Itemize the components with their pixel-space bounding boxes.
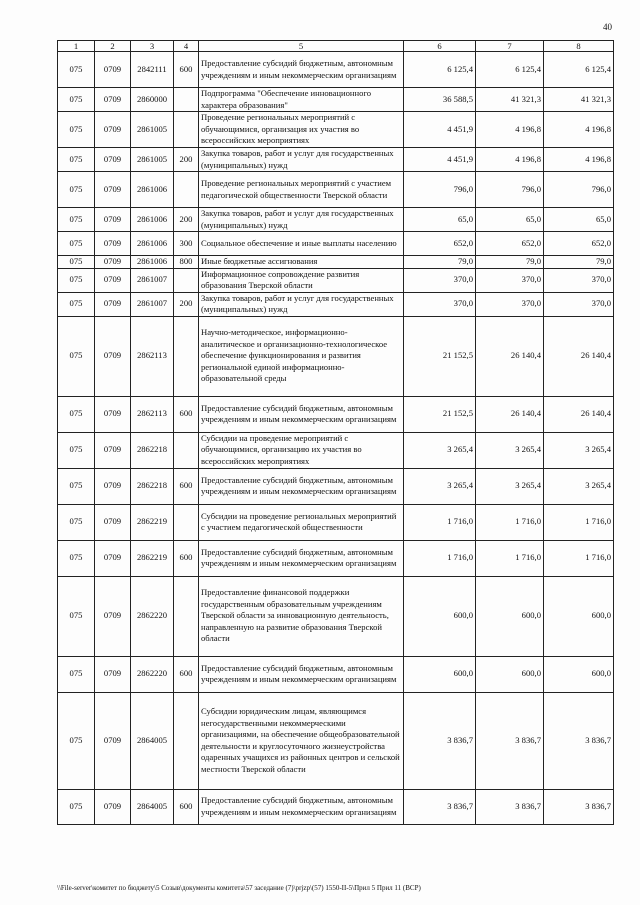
item-name-cell: Проведение региональных мероприятий с обучающимися, организация их участия во всероссийских мероприятиях [199, 112, 404, 148]
amount-col6-cell: 600,0 [404, 576, 476, 656]
target-code-cell: 2861006 [131, 208, 174, 232]
budget-table [57, 40, 614, 825]
item-name-cell: Предоставление субсидий бюджетным, автономным учреждениям и иным некоммерческим организациям [199, 52, 404, 88]
item-name-cell: Закупка товаров, работ и услуг для государственных (муниципальных) нужд [199, 148, 404, 172]
target-code-cell: 2862113 [131, 316, 174, 396]
admin-code-cell: 075 [58, 52, 95, 88]
amount-col6-cell: 4 451,9 [404, 148, 476, 172]
amount-col6-cell: 370,0 [404, 268, 476, 292]
expense-type-cell [174, 172, 199, 208]
admin-code-cell: 075 [58, 656, 95, 692]
amount-col8-cell: 4 196,8 [544, 112, 614, 148]
expense-type-cell [174, 504, 199, 540]
target-code-cell: 2861006 [131, 256, 174, 269]
amount-col7-cell: 4 196,8 [476, 148, 544, 172]
admin-code-cell: 075 [58, 268, 95, 292]
item-name-cell: Субсидии на проведение мероприятий с обучающимися, организацию их участия во всероссийских мероприятиях [199, 432, 404, 468]
amount-col6-cell: 21 152,5 [404, 316, 476, 396]
amount-col8-cell: 370,0 [544, 268, 614, 292]
amount-col6-cell: 6 125,4 [404, 52, 476, 88]
amount-col6-cell: 4 451,9 [404, 112, 476, 148]
section-code-cell: 0709 [95, 52, 131, 88]
amount-col7-cell: 79,0 [476, 256, 544, 269]
admin-code-cell: 075 [58, 208, 95, 232]
section-code-cell: 0709 [95, 256, 131, 269]
amount-col8-cell: 370,0 [544, 292, 614, 316]
expense-type-cell [174, 576, 199, 656]
table-row [58, 208, 614, 232]
table-row [58, 540, 614, 576]
file-path-footer: \\File-server\комитет по бюджету\5 Созыв\документы комитета\57 заседание (7)\prjzp\(57) 1550-II-5\Прил 5 Прил 11 (ВСР) [57, 884, 421, 892]
item-name-cell: Предоставление субсидий бюджетным, автономным учреждениям и иным некоммерческим организациям [199, 468, 404, 504]
amount-col6-cell: 3 265,4 [404, 432, 476, 468]
amount-col6-cell: 652,0 [404, 232, 476, 256]
amount-col8-cell: 3 265,4 [544, 468, 614, 504]
expense-type-cell: 600 [174, 396, 199, 432]
table-row [58, 88, 614, 112]
header-cell: 4 [174, 41, 199, 52]
amount-col8-cell: 3 836,7 [544, 789, 614, 824]
target-code-cell: 2862218 [131, 468, 174, 504]
amount-col6-cell: 370,0 [404, 292, 476, 316]
amount-col8-cell: 4 196,8 [544, 148, 614, 172]
target-code-cell: 2862218 [131, 432, 174, 468]
amount-col7-cell: 3 836,7 [476, 789, 544, 824]
admin-code-cell: 075 [58, 112, 95, 148]
target-code-cell: 2864005 [131, 692, 174, 789]
target-code-cell: 2861005 [131, 148, 174, 172]
item-name-cell: Субсидии на проведение региональных мероприятий с участием педагогической общественности [199, 504, 404, 540]
admin-code-cell: 075 [58, 576, 95, 656]
admin-code-cell: 075 [58, 789, 95, 824]
expense-type-cell: 600 [174, 540, 199, 576]
page-number: 40 [603, 22, 612, 32]
admin-code-cell: 075 [58, 148, 95, 172]
header-row [58, 41, 614, 52]
item-name-cell: Научно-методическое, информационно-аналитическое и организационно-технологическое обеспечение функционирования и развития региональной единой информационно-образовательной среды [199, 316, 404, 396]
header-cell: 2 [95, 41, 131, 52]
table-row [58, 256, 614, 269]
amount-col8-cell: 652,0 [544, 232, 614, 256]
item-name-cell: Предоставление субсидий бюджетным, автономным учреждениям и иным некоммерческим организациям [199, 789, 404, 824]
amount-col6-cell: 3 836,7 [404, 692, 476, 789]
expense-type-cell: 200 [174, 148, 199, 172]
amount-col8-cell: 1 716,0 [544, 540, 614, 576]
section-code-cell: 0709 [95, 172, 131, 208]
target-code-cell: 2861005 [131, 112, 174, 148]
amount-col8-cell: 3 836,7 [544, 692, 614, 789]
table-row [58, 576, 614, 656]
table-row [58, 432, 614, 468]
item-name-cell: Закупка товаров, работ и услуг для государственных (муниципальных) нужд [199, 292, 404, 316]
amount-col8-cell: 26 140,4 [544, 316, 614, 396]
expense-type-cell: 200 [174, 208, 199, 232]
amount-col7-cell: 4 196,8 [476, 112, 544, 148]
target-code-cell: 2861007 [131, 292, 174, 316]
admin-code-cell: 075 [58, 172, 95, 208]
amount-col6-cell: 79,0 [404, 256, 476, 269]
section-code-cell: 0709 [95, 396, 131, 432]
amount-col8-cell: 65,0 [544, 208, 614, 232]
header-cell: 6 [404, 41, 476, 52]
target-code-cell: 2842111 [131, 52, 174, 88]
amount-col7-cell: 370,0 [476, 268, 544, 292]
table-row [58, 656, 614, 692]
amount-col6-cell: 3 265,4 [404, 468, 476, 504]
amount-col7-cell: 3 836,7 [476, 692, 544, 789]
admin-code-cell: 075 [58, 432, 95, 468]
expense-type-cell: 600 [174, 52, 199, 88]
amount-col7-cell: 600,0 [476, 576, 544, 656]
target-code-cell: 2862220 [131, 656, 174, 692]
admin-code-cell: 075 [58, 292, 95, 316]
section-code-cell: 0709 [95, 232, 131, 256]
expense-type-cell: 800 [174, 256, 199, 269]
table-row [58, 172, 614, 208]
section-code-cell: 0709 [95, 468, 131, 504]
amount-col6-cell: 65,0 [404, 208, 476, 232]
amount-col6-cell: 3 836,7 [404, 789, 476, 824]
table-row [58, 292, 614, 316]
table-row [58, 789, 614, 824]
section-code-cell: 0709 [95, 504, 131, 540]
amount-col7-cell: 652,0 [476, 232, 544, 256]
target-code-cell: 2861007 [131, 268, 174, 292]
admin-code-cell: 075 [58, 504, 95, 540]
amount-col8-cell: 1 716,0 [544, 504, 614, 540]
amount-col7-cell: 600,0 [476, 656, 544, 692]
admin-code-cell: 075 [58, 316, 95, 396]
table-row [58, 396, 614, 432]
target-code-cell: 2862113 [131, 396, 174, 432]
admin-code-cell: 075 [58, 396, 95, 432]
expense-type-cell: 600 [174, 656, 199, 692]
amount-col6-cell: 600,0 [404, 656, 476, 692]
admin-code-cell: 075 [58, 692, 95, 789]
section-code-cell: 0709 [95, 268, 131, 292]
item-name-cell: Субсидии юридическим лицам, являющимся негосударственными некоммерческими организациями, на обеспечение общеобразовательной деятельности и круглосуточного жизнеустройства одаренных учащихся из районных центров и сельской местности Тверской области [199, 692, 404, 789]
item-name-cell: Закупка товаров, работ и услуг для государственных (муниципальных) нужд [199, 208, 404, 232]
admin-code-cell: 075 [58, 540, 95, 576]
amount-col7-cell: 3 265,4 [476, 468, 544, 504]
table-row [58, 692, 614, 789]
amount-col8-cell: 79,0 [544, 256, 614, 269]
item-name-cell: Предоставление субсидий бюджетным, автономным учреждениям и иным некоммерческим организациям [199, 656, 404, 692]
expense-type-cell [174, 112, 199, 148]
amount-col7-cell: 1 716,0 [476, 504, 544, 540]
table-row [58, 316, 614, 396]
table-row [58, 52, 614, 88]
header-cell: 8 [544, 41, 614, 52]
expense-type-cell [174, 692, 199, 789]
expense-type-cell [174, 268, 199, 292]
item-name-cell: Подпрограмма "Обеспечение инновационного характера образования" [199, 88, 404, 112]
admin-code-cell: 075 [58, 88, 95, 112]
section-code-cell: 0709 [95, 692, 131, 789]
section-code-cell: 0709 [95, 656, 131, 692]
amount-col8-cell: 600,0 [544, 656, 614, 692]
item-name-cell: Предоставление финансовой поддержки государственным образовательным учреждениям Тверской области за инновационную деятельность, направленную на развитие образования Тверской области [199, 576, 404, 656]
amount-col7-cell: 3 265,4 [476, 432, 544, 468]
table-row [58, 112, 614, 148]
item-name-cell: Иные бюджетные ассигнования [199, 256, 404, 269]
amount-col7-cell: 1 716,0 [476, 540, 544, 576]
item-name-cell: Социальное обеспечение и иные выплаты населению [199, 232, 404, 256]
amount-col8-cell: 796,0 [544, 172, 614, 208]
target-code-cell: 2860000 [131, 88, 174, 112]
expense-type-cell: 600 [174, 789, 199, 824]
section-code-cell: 0709 [95, 292, 131, 316]
expense-type-cell [174, 432, 199, 468]
expense-type-cell: 200 [174, 292, 199, 316]
section-code-cell: 0709 [95, 789, 131, 824]
amount-col6-cell: 36 588,5 [404, 88, 476, 112]
amount-col7-cell: 26 140,4 [476, 316, 544, 396]
item-name-cell: Информационное сопровождение развития образования Тверской области [199, 268, 404, 292]
amount-col7-cell: 796,0 [476, 172, 544, 208]
amount-col8-cell: 26 140,4 [544, 396, 614, 432]
admin-code-cell: 075 [58, 232, 95, 256]
target-code-cell: 2861006 [131, 172, 174, 208]
section-code-cell: 0709 [95, 148, 131, 172]
amount-col8-cell: 600,0 [544, 576, 614, 656]
section-code-cell: 0709 [95, 88, 131, 112]
section-code-cell: 0709 [95, 112, 131, 148]
target-code-cell: 2861006 [131, 232, 174, 256]
amount-col6-cell: 796,0 [404, 172, 476, 208]
expense-type-cell: 300 [174, 232, 199, 256]
amount-col7-cell: 6 125,4 [476, 52, 544, 88]
amount-col7-cell: 65,0 [476, 208, 544, 232]
section-code-cell: 0709 [95, 208, 131, 232]
section-code-cell: 0709 [95, 316, 131, 396]
target-code-cell: 2862220 [131, 576, 174, 656]
section-code-cell: 0709 [95, 540, 131, 576]
amount-col6-cell: 1 716,0 [404, 504, 476, 540]
expense-type-cell: 600 [174, 468, 199, 504]
table-row [58, 468, 614, 504]
item-name-cell: Предоставление субсидий бюджетным, автономным учреждениям и иным некоммерческим организациям [199, 396, 404, 432]
amount-col7-cell: 41 321,3 [476, 88, 544, 112]
section-code-cell: 0709 [95, 576, 131, 656]
header-cell: 3 [131, 41, 174, 52]
expense-type-cell [174, 316, 199, 396]
header-cell: 1 [58, 41, 95, 52]
amount-col6-cell: 1 716,0 [404, 540, 476, 576]
header-cell: 7 [476, 41, 544, 52]
amount-col7-cell: 370,0 [476, 292, 544, 316]
amount-col7-cell: 26 140,4 [476, 396, 544, 432]
table-row [58, 232, 614, 256]
target-code-cell: 2862219 [131, 504, 174, 540]
section-code-cell: 0709 [95, 432, 131, 468]
admin-code-cell: 075 [58, 468, 95, 504]
amount-col8-cell: 3 265,4 [544, 432, 614, 468]
expense-type-cell [174, 88, 199, 112]
admin-code-cell: 075 [58, 256, 95, 269]
table-row [58, 504, 614, 540]
item-name-cell: Проведение региональных мероприятий с участием педагогической общественности Тверской области [199, 172, 404, 208]
amount-col8-cell: 41 321,3 [544, 88, 614, 112]
target-code-cell: 2862219 [131, 540, 174, 576]
amount-col6-cell: 21 152,5 [404, 396, 476, 432]
table-row [58, 268, 614, 292]
table-row [58, 148, 614, 172]
item-name-cell: Предоставление субсидий бюджетным, автономным учреждениям и иным некоммерческим организациям [199, 540, 404, 576]
header-cell: 5 [199, 41, 404, 52]
amount-col8-cell: 6 125,4 [544, 52, 614, 88]
target-code-cell: 2864005 [131, 789, 174, 824]
